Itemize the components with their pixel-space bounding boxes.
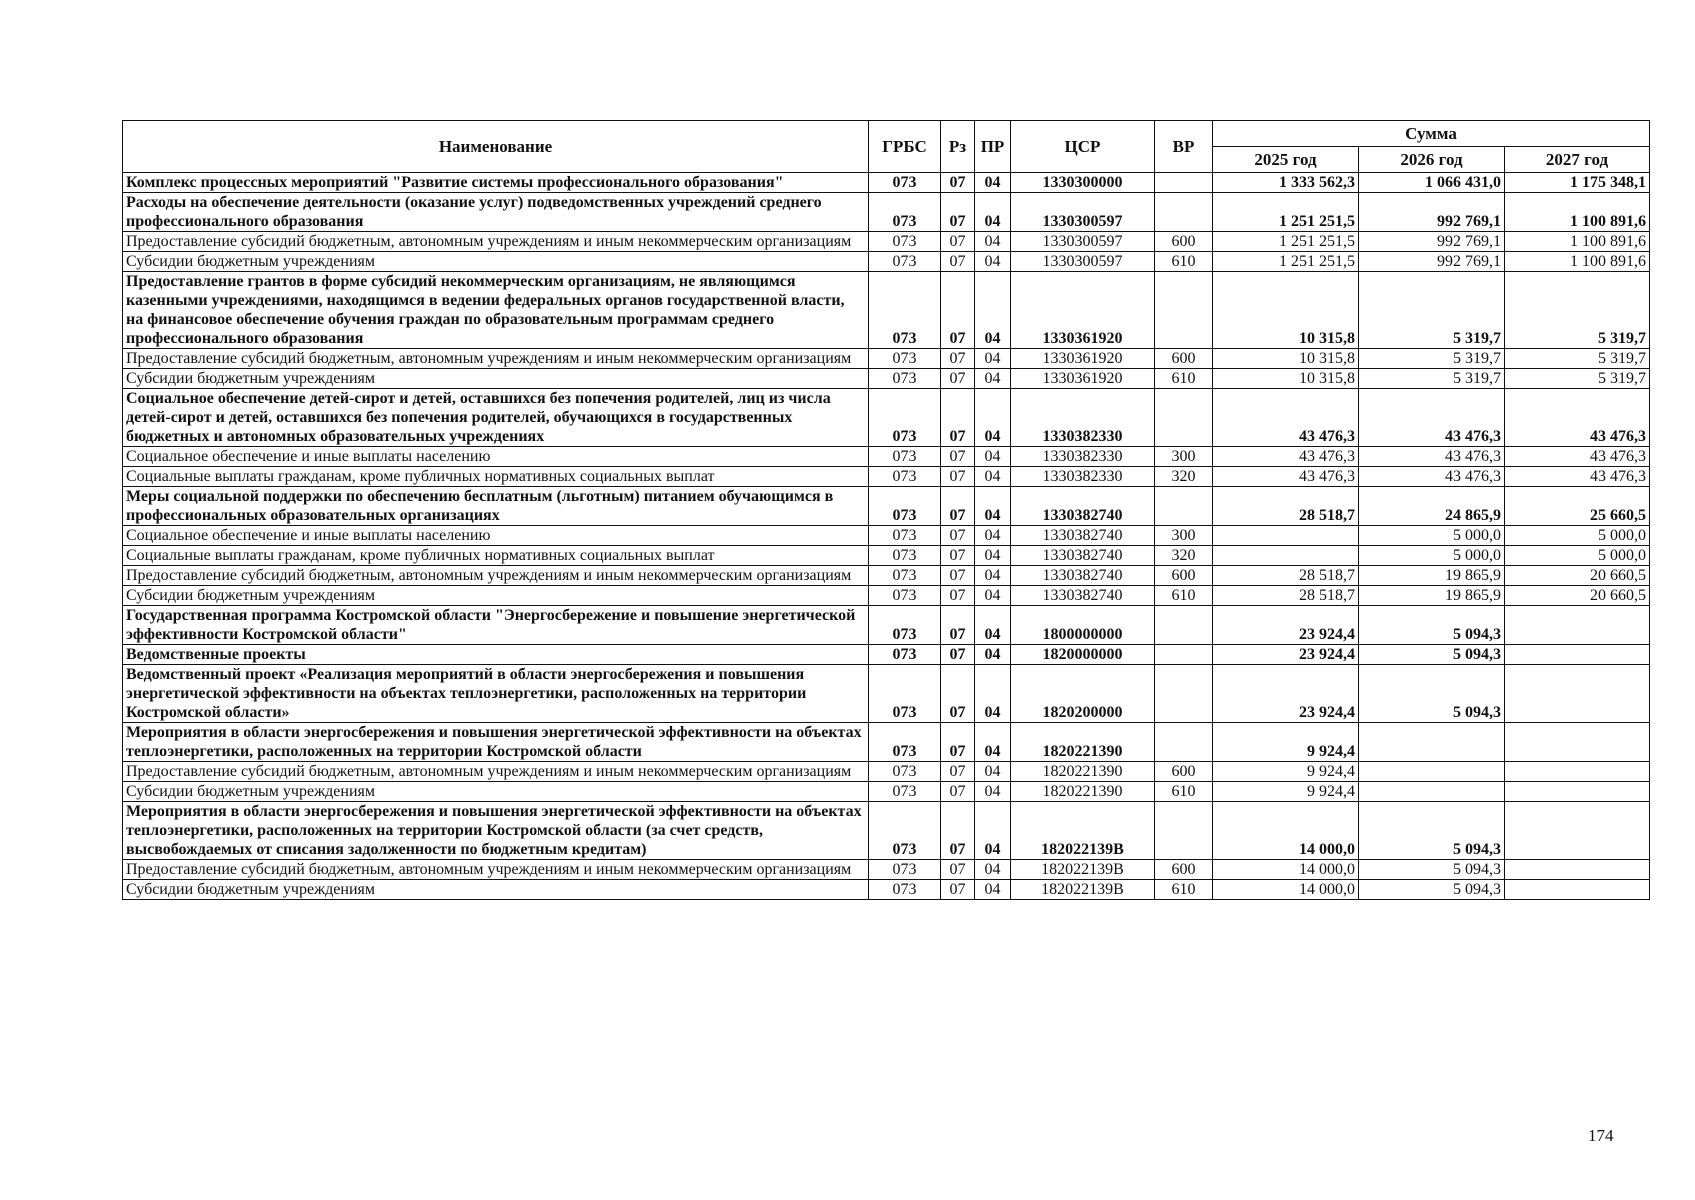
cell-csr: 1330382740: [1011, 546, 1155, 566]
cell-pr: 04: [975, 252, 1011, 272]
cell-csr: 1800000000: [1011, 606, 1155, 645]
cell-name: Социальные выплаты гражданам, кроме публичных нормативных социальных выплат: [123, 467, 869, 487]
cell-2027: [1505, 782, 1650, 802]
cell-2027: 5 319,7: [1505, 272, 1650, 349]
cell-pr: 04: [975, 389, 1011, 447]
cell-2027: 1 100 891,6: [1505, 193, 1650, 232]
cell-rz: 07: [941, 762, 975, 782]
cell-rz: 07: [941, 665, 975, 723]
cell-name: Социальные выплаты гражданам, кроме публичных нормативных социальных выплат: [123, 546, 869, 566]
cell-pr: 04: [975, 586, 1011, 606]
cell-2026: 19 865,9: [1359, 586, 1505, 606]
cell-2025: [1213, 546, 1359, 566]
cell-vr: [1155, 272, 1213, 349]
cell-rz: 07: [941, 546, 975, 566]
cell-vr: [1155, 802, 1213, 860]
header-year-2027: 2027 год: [1505, 147, 1650, 173]
cell-rz: 07: [941, 349, 975, 369]
cell-pr: 04: [975, 782, 1011, 802]
table-row: [123, 349, 1650, 369]
table-row: [123, 860, 1650, 880]
cell-2027: 5 000,0: [1505, 546, 1650, 566]
cell-2027: 20 660,5: [1505, 566, 1650, 586]
cell-rz: 07: [941, 467, 975, 487]
cell-2025: 10 315,8: [1213, 349, 1359, 369]
cell-2026: [1359, 762, 1505, 782]
cell-pr: 04: [975, 193, 1011, 232]
cell-2025: 43 476,3: [1213, 447, 1359, 467]
cell-csr: 182022139В: [1011, 802, 1155, 860]
table-row: [123, 389, 1650, 447]
cell-pr: 04: [975, 526, 1011, 546]
table-body: [123, 173, 1650, 900]
cell-rz: 07: [941, 369, 975, 389]
cell-csr: 1820000000: [1011, 645, 1155, 665]
cell-pr: 04: [975, 447, 1011, 467]
cell-2027: [1505, 860, 1650, 880]
cell-pr: 04: [975, 762, 1011, 782]
cell-rz: 07: [941, 272, 975, 349]
cell-name: Предоставление субсидий бюджетным, автономным учреждениям и иным некоммерческим организациям: [123, 762, 869, 782]
header-row-top: [123, 121, 1650, 147]
cell-vr: 610: [1155, 880, 1213, 900]
cell-pr: 04: [975, 173, 1011, 193]
cell-name: Субсидии бюджетным учреждениям: [123, 369, 869, 389]
cell-2025: 1 251 251,5: [1213, 193, 1359, 232]
table-row: [123, 566, 1650, 586]
cell-vr: [1155, 606, 1213, 645]
cell-vr: [1155, 389, 1213, 447]
cell-rz: 07: [941, 860, 975, 880]
cell-vr: 600: [1155, 762, 1213, 782]
cell-2027: 5 000,0: [1505, 526, 1650, 546]
cell-2025: 28 518,7: [1213, 566, 1359, 586]
cell-grbs: 073: [869, 232, 941, 252]
table-row: [123, 782, 1650, 802]
cell-pr: 04: [975, 802, 1011, 860]
table-row: [123, 586, 1650, 606]
cell-grbs: 073: [869, 762, 941, 782]
cell-2026: 5 319,7: [1359, 369, 1505, 389]
cell-2027: 20 660,5: [1505, 586, 1650, 606]
cell-vr: 610: [1155, 369, 1213, 389]
cell-pr: 04: [975, 566, 1011, 586]
cell-2025: 14 000,0: [1213, 880, 1359, 900]
cell-grbs: 073: [869, 467, 941, 487]
cell-2026: 5 094,3: [1359, 880, 1505, 900]
cell-pr: 04: [975, 606, 1011, 645]
cell-2026: 5 094,3: [1359, 606, 1505, 645]
cell-csr: 1820221390: [1011, 782, 1155, 802]
cell-2027: 43 476,3: [1505, 467, 1650, 487]
cell-grbs: 073: [869, 802, 941, 860]
cell-pr: 04: [975, 349, 1011, 369]
cell-csr: 1330382330: [1011, 447, 1155, 467]
table-row: [123, 546, 1650, 566]
cell-grbs: 073: [869, 860, 941, 880]
cell-vr: 600: [1155, 349, 1213, 369]
cell-pr: 04: [975, 272, 1011, 349]
table-row: [123, 173, 1650, 193]
cell-2027: 43 476,3: [1505, 389, 1650, 447]
cell-rz: 07: [941, 645, 975, 665]
cell-2027: [1505, 880, 1650, 900]
cell-name: Расходы на обеспечение деятельности (оказание услуг) подведомственных учреждений среднего профессионального образования: [123, 193, 869, 232]
cell-csr: 1330361920: [1011, 369, 1155, 389]
cell-csr: 182022139В: [1011, 880, 1155, 900]
table-row: [123, 487, 1650, 526]
cell-2027: [1505, 802, 1650, 860]
cell-csr: 1330361920: [1011, 272, 1155, 349]
cell-2026: 43 476,3: [1359, 389, 1505, 447]
cell-vr: [1155, 193, 1213, 232]
cell-2025: 23 924,4: [1213, 645, 1359, 665]
cell-name: Предоставление грантов в форме субсидий некоммерческим организациям, не являющимся казенными учреждениями, находящимся в ведении федеральных органов государственной власти, на финансовое обеспечение обучения граждан по образовательным программам среднего профессионального образования: [123, 272, 869, 349]
cell-2026: 5 094,3: [1359, 645, 1505, 665]
cell-2027: [1505, 762, 1650, 782]
cell-2026: 1 066 431,0: [1359, 173, 1505, 193]
header-pr: ПР: [975, 121, 1011, 173]
cell-2027: [1505, 606, 1650, 645]
cell-2025: 9 924,4: [1213, 782, 1359, 802]
cell-2027: [1505, 645, 1650, 665]
cell-grbs: 073: [869, 447, 941, 467]
cell-2027: 1 100 891,6: [1505, 252, 1650, 272]
cell-2025: 1 333 562,3: [1213, 173, 1359, 193]
table-row: [123, 606, 1650, 645]
cell-grbs: 073: [869, 723, 941, 762]
cell-pr: 04: [975, 723, 1011, 762]
table-row: [123, 252, 1650, 272]
cell-name: Субсидии бюджетным учреждениям: [123, 586, 869, 606]
cell-name: Государственная программа Костромской области "Энергосбережение и повышение энергетической эффективности Костромской области": [123, 606, 869, 645]
header-csr: ЦСР: [1011, 121, 1155, 173]
cell-rz: 07: [941, 173, 975, 193]
cell-2027: [1505, 665, 1650, 723]
table-row: [123, 665, 1650, 723]
cell-rz: 07: [941, 252, 975, 272]
cell-csr: 1330382740: [1011, 526, 1155, 546]
cell-vr: 600: [1155, 232, 1213, 252]
cell-grbs: 073: [869, 349, 941, 369]
cell-2026: 24 865,9: [1359, 487, 1505, 526]
cell-grbs: 073: [869, 389, 941, 447]
cell-2026: 992 769,1: [1359, 232, 1505, 252]
cell-vr: 610: [1155, 586, 1213, 606]
cell-pr: 04: [975, 369, 1011, 389]
header-year-2026: 2026 год: [1359, 147, 1505, 173]
table-row: [123, 447, 1650, 467]
cell-2027: 25 660,5: [1505, 487, 1650, 526]
cell-csr: 1330300000: [1011, 173, 1155, 193]
cell-rz: 07: [941, 606, 975, 645]
cell-2025: 43 476,3: [1213, 467, 1359, 487]
table-row: [123, 272, 1650, 349]
cell-2025: 28 518,7: [1213, 487, 1359, 526]
header-vr: ВР: [1155, 121, 1213, 173]
cell-2026: [1359, 782, 1505, 802]
cell-2025: 9 924,4: [1213, 723, 1359, 762]
cell-2026: 5 000,0: [1359, 526, 1505, 546]
cell-vr: 600: [1155, 860, 1213, 880]
cell-2026: 992 769,1: [1359, 193, 1505, 232]
cell-2026: 19 865,9: [1359, 566, 1505, 586]
cell-pr: 04: [975, 467, 1011, 487]
cell-grbs: 073: [869, 487, 941, 526]
cell-2025: 23 924,4: [1213, 606, 1359, 645]
cell-grbs: 073: [869, 369, 941, 389]
cell-2025: 10 315,8: [1213, 272, 1359, 349]
cell-rz: 07: [941, 447, 975, 467]
cell-name: Предоставление субсидий бюджетным, автономным учреждениям и иным некоммерческим организациям: [123, 349, 869, 369]
cell-grbs: 073: [869, 252, 941, 272]
cell-name: Предоставление субсидий бюджетным, автономным учреждениям и иным некоммерческим организациям: [123, 232, 869, 252]
table-row: [123, 467, 1650, 487]
table-row: [123, 232, 1650, 252]
cell-rz: 07: [941, 880, 975, 900]
table-row: [123, 762, 1650, 782]
cell-vr: [1155, 487, 1213, 526]
cell-csr: 1330382330: [1011, 389, 1155, 447]
cell-2027: [1505, 723, 1650, 762]
cell-pr: 04: [975, 880, 1011, 900]
cell-2025: 14 000,0: [1213, 802, 1359, 860]
cell-name: Социальное обеспечение и иные выплаты населению: [123, 447, 869, 467]
cell-2025: 10 315,8: [1213, 369, 1359, 389]
cell-name: Предоставление субсидий бюджетным, автономным учреждениям и иным некоммерческим организациям: [123, 566, 869, 586]
cell-csr: 1820221390: [1011, 762, 1155, 782]
table-row: [123, 723, 1650, 762]
cell-vr: 600: [1155, 566, 1213, 586]
cell-name: Субсидии бюджетным учреждениям: [123, 252, 869, 272]
cell-pr: 04: [975, 232, 1011, 252]
cell-pr: 04: [975, 860, 1011, 880]
cell-name: Ведомственный проект «Реализация мероприятий в области энергосбережения и повышения энергетической эффективности на объектах теплоэнергетики, расположенных на территории Костромской области»: [123, 665, 869, 723]
cell-name: Субсидии бюджетным учреждениям: [123, 782, 869, 802]
budget-table: [122, 120, 1650, 900]
cell-csr: 1330300597: [1011, 252, 1155, 272]
cell-grbs: 073: [869, 272, 941, 349]
cell-2027: 5 319,7: [1505, 349, 1650, 369]
cell-grbs: 073: [869, 782, 941, 802]
cell-2027: 5 319,7: [1505, 369, 1650, 389]
cell-rz: 07: [941, 723, 975, 762]
cell-2026: 5 094,3: [1359, 860, 1505, 880]
cell-grbs: 073: [869, 645, 941, 665]
cell-csr: 1820221390: [1011, 723, 1155, 762]
cell-grbs: 073: [869, 193, 941, 232]
cell-vr: [1155, 173, 1213, 193]
cell-pr: 04: [975, 546, 1011, 566]
cell-2026: 43 476,3: [1359, 447, 1505, 467]
cell-2027: 1 100 891,6: [1505, 232, 1650, 252]
cell-vr: 610: [1155, 782, 1213, 802]
cell-vr: [1155, 645, 1213, 665]
cell-2025: 1 251 251,5: [1213, 252, 1359, 272]
cell-rz: 07: [941, 193, 975, 232]
cell-csr: 1330361920: [1011, 349, 1155, 369]
cell-2026: [1359, 723, 1505, 762]
header-rz: Рз: [941, 121, 975, 173]
cell-rz: 07: [941, 802, 975, 860]
cell-2025: 1 251 251,5: [1213, 232, 1359, 252]
cell-csr: 1330382740: [1011, 487, 1155, 526]
cell-name: Социальное обеспечение детей-сирот и детей, оставшихся без попечения родителей, лиц из числа детей-сирот и детей, оставшихся без попечения родителей, обучающихся в государственных бюджетных и автономных образовательных учреждениях: [123, 389, 869, 447]
cell-csr: 1330300597: [1011, 232, 1155, 252]
cell-vr: 610: [1155, 252, 1213, 272]
cell-2025: [1213, 526, 1359, 546]
cell-rz: 07: [941, 487, 975, 526]
cell-csr: 1330382740: [1011, 566, 1155, 586]
cell-2025: 9 924,4: [1213, 762, 1359, 782]
header-sum: Сумма: [1213, 121, 1650, 147]
cell-csr: 1330382330: [1011, 467, 1155, 487]
cell-rz: 07: [941, 389, 975, 447]
cell-rz: 07: [941, 526, 975, 546]
table-row: [123, 880, 1650, 900]
cell-rz: 07: [941, 782, 975, 802]
cell-2027: 43 476,3: [1505, 447, 1650, 467]
cell-rz: 07: [941, 232, 975, 252]
cell-2026: 5 319,7: [1359, 272, 1505, 349]
cell-2026: 5 094,3: [1359, 802, 1505, 860]
cell-2026: 5 000,0: [1359, 546, 1505, 566]
cell-name: Мероприятия в области энергосбережения и повышения энергетической эффективности на объектах теплоэнергетики, расположенных на территории Костромской области: [123, 723, 869, 762]
cell-pr: 04: [975, 487, 1011, 526]
cell-2026: 5 094,3: [1359, 665, 1505, 723]
cell-vr: 320: [1155, 467, 1213, 487]
table-row: [123, 802, 1650, 860]
cell-name: Ведомственные проекты: [123, 645, 869, 665]
cell-vr: 320: [1155, 546, 1213, 566]
cell-2025: 43 476,3: [1213, 389, 1359, 447]
page-number: 174: [1588, 1126, 1614, 1145]
table-row: [123, 526, 1650, 546]
cell-csr: 1330300597: [1011, 193, 1155, 232]
cell-grbs: 073: [869, 606, 941, 645]
cell-rz: 07: [941, 566, 975, 586]
cell-2026: 992 769,1: [1359, 252, 1505, 272]
cell-vr: 300: [1155, 447, 1213, 467]
cell-grbs: 073: [869, 526, 941, 546]
cell-vr: [1155, 723, 1213, 762]
cell-2025: 28 518,7: [1213, 586, 1359, 606]
cell-2025: 14 000,0: [1213, 860, 1359, 880]
cell-pr: 04: [975, 645, 1011, 665]
cell-rz: 07: [941, 586, 975, 606]
cell-pr: 04: [975, 665, 1011, 723]
table-row: [123, 193, 1650, 232]
cell-2027: 1 175 348,1: [1505, 173, 1650, 193]
cell-csr: 182022139В: [1011, 860, 1155, 880]
table-row: [123, 369, 1650, 389]
cell-grbs: 073: [869, 586, 941, 606]
cell-vr: 300: [1155, 526, 1213, 546]
header-grbs: ГРБС: [869, 121, 941, 173]
cell-name: Субсидии бюджетным учреждениям: [123, 880, 869, 900]
header-name: Наименование: [123, 121, 869, 173]
cell-2026: 5 319,7: [1359, 349, 1505, 369]
cell-grbs: 073: [869, 665, 941, 723]
table-row: [123, 645, 1650, 665]
cell-grbs: 073: [869, 880, 941, 900]
cell-2026: 43 476,3: [1359, 467, 1505, 487]
cell-name: Меры социальной поддержки по обеспечению бесплатным (льготным) питанием обучающимся в профессиональных образовательных организациях: [123, 487, 869, 526]
cell-grbs: 073: [869, 546, 941, 566]
cell-2025: 23 924,4: [1213, 665, 1359, 723]
cell-csr: 1820200000: [1011, 665, 1155, 723]
cell-name: Предоставление субсидий бюджетным, автономным учреждениям и иным некоммерческим организациям: [123, 860, 869, 880]
cell-name: Комплекс процессных мероприятий "Развитие системы профессионального образования": [123, 173, 869, 193]
cell-csr: 1330382740: [1011, 586, 1155, 606]
cell-vr: [1155, 665, 1213, 723]
cell-name: Социальное обеспечение и иные выплаты населению: [123, 526, 869, 546]
cell-grbs: 073: [869, 566, 941, 586]
header-year-2025: 2025 год: [1213, 147, 1359, 173]
cell-grbs: 073: [869, 173, 941, 193]
cell-name: Мероприятия в области энергосбережения и повышения энергетической эффективности на объектах теплоэнергетики, расположенных на территории Костромской области (за счет средств, высвобождаемых от списания задолженности по бюджетным кредитам): [123, 802, 869, 860]
